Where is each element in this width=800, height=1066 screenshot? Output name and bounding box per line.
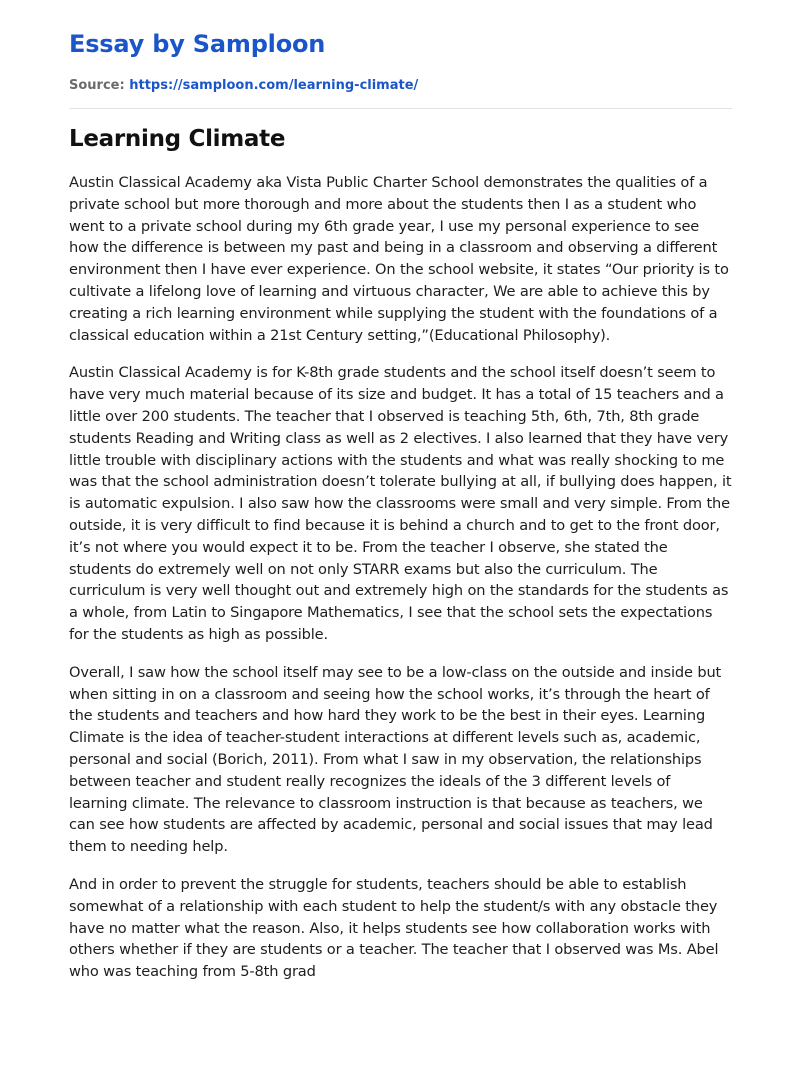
essay-paragraph-4: And in order to prevent the struggle for students, teachers should be able to establish somewhat of a relationship with each student to help the student/s with any obstacle they have no matter what the reason. Also, it helps students see how collaboration works with others whether if they are students or a teacher. The teacher that I observed was Ms. Abel who was teaching from 5-8th grad bbox=[69, 875, 719, 981]
source-label: Source: bbox=[69, 78, 125, 93]
essay-paragraph-2: Austin Classical Academy is for K-8th grade students and the school itself doesn’t seem to have very much material because of its size and budget. It has a total of 15 teachers and a little over 200 students. The teacher that I observed is teaching 5th, 6th, 7th, 8th grade students Reading and Writing class as well as 2 electives. I also learned that they have very little trouble with disciplinary actions with the students and what was really shocking to me was that the school administration doesn’t tolerate bullying at all, if bullying does happen, it is automatic expulsion. I also saw how the classrooms were small and very simple. From the outside, it is very difficult to find because it is behind a church and to get to the front door, it’s not where you would expect it to be. From the teacher I observe, she stated the students do extremely well on not only STARR exams but also the curriculum. The curriculum is very well thought out and extremely high on the standards for the students as a whole, from Latin to Singapore Mathematics, I see that the school sets the expectations for the students as high as possible. bbox=[69, 364, 732, 643]
essay-paragraph-3: Overall, I saw how the school itself may see to be a low-class on the outside and inside but when sitting in on a classroom and seeing how the school works, it’s through the heart of the students and teachers and how hard they work to be the best in their eyes. Learning Climate is the idea of teacher-student interactions at different levels such as, academic, personal and social (Borich, 2011). From what I saw in my observation, the relationships between teacher and student really recognizes the ideals of the 3 different levels of learning climate. The relevance to classroom instruction is that because as teachers, we can see how students are affected by academic, personal and social issues that may lead them to needing help. bbox=[69, 663, 722, 856]
essay-body bbox=[69, 172, 732, 983]
header-divider bbox=[69, 108, 732, 109]
essay-paragraph-1: Austin Classical Academy aka Vista Public Charter School demonstrates the qualities of a private school but more thorough and more about the students then I as a student who went to a private school during my 6th grade year, I use my personal experience to see how the difference is between my past and being in a classroom and observing a different environment then I have ever experience. On the school website, it states “Our priority is to cultivate a lifelong love of learning and virtuous character, We are able to achieve this by creating a rich learning environment while supplying the student with the foundations of a classical education within a 21st Century setting,”(Educational Philosophy). bbox=[69, 174, 729, 344]
source-line bbox=[69, 76, 732, 96]
site-brand-title: Essay by Samploon bbox=[69, 30, 326, 58]
essay-page bbox=[69, 0, 732, 999]
source-link[interactable]: https://samploon.com/learning-climate/ bbox=[129, 78, 419, 93]
essay-title: Learning Climate bbox=[69, 126, 286, 152]
